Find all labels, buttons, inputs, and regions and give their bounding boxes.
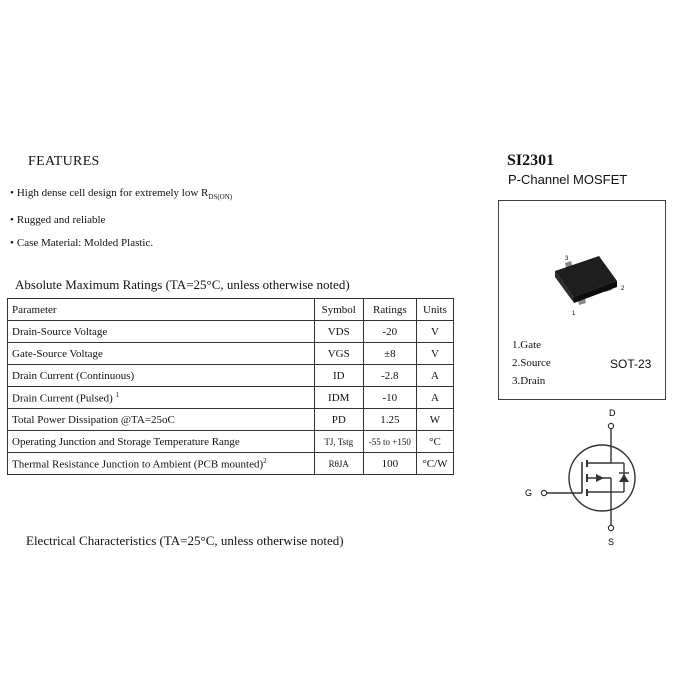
rating-cell: -2.8 bbox=[363, 365, 416, 387]
pin-list bbox=[512, 336, 551, 390]
param-cell: Thermal Resistance Junction to Ambient (PCB mounted)$^2$ bbox=[8, 453, 315, 475]
table-row bbox=[8, 343, 454, 365]
feature-item: • High dense cell design for extremely low $R_{DS(ON)}$ bbox=[10, 182, 232, 209]
part-number: SI2301 bbox=[507, 152, 555, 169]
rating-cell: 100 bbox=[363, 453, 416, 475]
symbol-cell: VGS bbox=[314, 343, 363, 365]
part-description: P-Channel MOSFET bbox=[508, 172, 628, 187]
pin-source: 2.Source bbox=[512, 357, 551, 369]
unit-cell: V bbox=[416, 343, 453, 365]
ratings-title: Absolute Maximum Ratings (TA=25°C, unless otherwise noted) bbox=[15, 277, 350, 292]
unit-cell: V bbox=[416, 321, 453, 343]
param-cell: Gate-Source Voltage bbox=[8, 343, 315, 365]
rating-cell: -20 bbox=[363, 321, 416, 343]
table-row bbox=[8, 387, 454, 409]
symbol-cell: PD bbox=[314, 409, 363, 431]
table-row bbox=[8, 453, 454, 475]
header-symbol: Symbol bbox=[314, 299, 363, 321]
symbol-cell: TJ, Tstg bbox=[314, 431, 363, 453]
table-row bbox=[8, 365, 454, 387]
rating-cell: -55 to +150 bbox=[363, 431, 416, 453]
rating-cell: -10 bbox=[363, 387, 416, 409]
param-cell: Drain Current (Pulsed) $^1$ bbox=[8, 387, 315, 409]
param-cell: Drain Current (Continuous) bbox=[8, 365, 315, 387]
package-name: SOT-23 bbox=[610, 357, 652, 371]
pin-number-2: 2 bbox=[621, 286, 625, 292]
pin-gate: 1.Gate bbox=[512, 339, 542, 351]
pin-number-1: 1 bbox=[572, 311, 576, 317]
gate-label: G bbox=[525, 488, 533, 498]
feature-list bbox=[10, 182, 232, 255]
param-cell: Total Power Dissipation @TA=25oC bbox=[8, 409, 315, 431]
header-units: Units bbox=[416, 299, 453, 321]
param-cell: Operating Junction and Storage Temperature Range bbox=[8, 431, 315, 453]
param-cell: Drain-Source Voltage bbox=[8, 321, 315, 343]
symbol-cell: VDS bbox=[314, 321, 363, 343]
symbol-cell: IDM bbox=[314, 387, 363, 409]
unit-cell: A bbox=[416, 387, 453, 409]
unit-cell: A bbox=[416, 365, 453, 387]
source-label: S bbox=[608, 537, 615, 547]
unit-cell: °C/W bbox=[416, 453, 453, 475]
pin-drain: 3.Drain bbox=[512, 375, 546, 387]
table-row bbox=[8, 321, 454, 343]
unit-cell: °C bbox=[416, 431, 453, 453]
pmos-schematic bbox=[520, 404, 660, 554]
header-parameter: Parameter bbox=[8, 299, 315, 321]
footnote-marker: 2 bbox=[263, 456, 267, 465]
footnote-marker: 1 bbox=[115, 390, 120, 399]
unit-cell: W bbox=[416, 409, 453, 431]
feature-item: • Case Material: Molded Plastic. bbox=[10, 232, 232, 255]
symbol-cell: RθJA bbox=[314, 453, 363, 475]
header-ratings: Ratings bbox=[363, 299, 416, 321]
ratings-table bbox=[7, 298, 454, 475]
table-row bbox=[8, 431, 454, 453]
table-header-row bbox=[8, 299, 454, 321]
pin-number-3: 3 bbox=[565, 256, 569, 262]
rating-cell: 1.25 bbox=[363, 409, 416, 431]
drain-label: D bbox=[609, 408, 616, 418]
feature-item: • Rugged and reliable bbox=[10, 209, 232, 232]
rating-cell: ±8 bbox=[363, 343, 416, 365]
rdson-subscript: DS(ON) bbox=[208, 193, 233, 202]
symbol-cell: ID bbox=[314, 365, 363, 387]
features-title: FEATURES bbox=[28, 154, 100, 169]
electrical-characteristics-title: Electrical Characteristics (TA=25°C, unless otherwise noted) bbox=[26, 533, 344, 548]
table-row bbox=[8, 409, 454, 431]
